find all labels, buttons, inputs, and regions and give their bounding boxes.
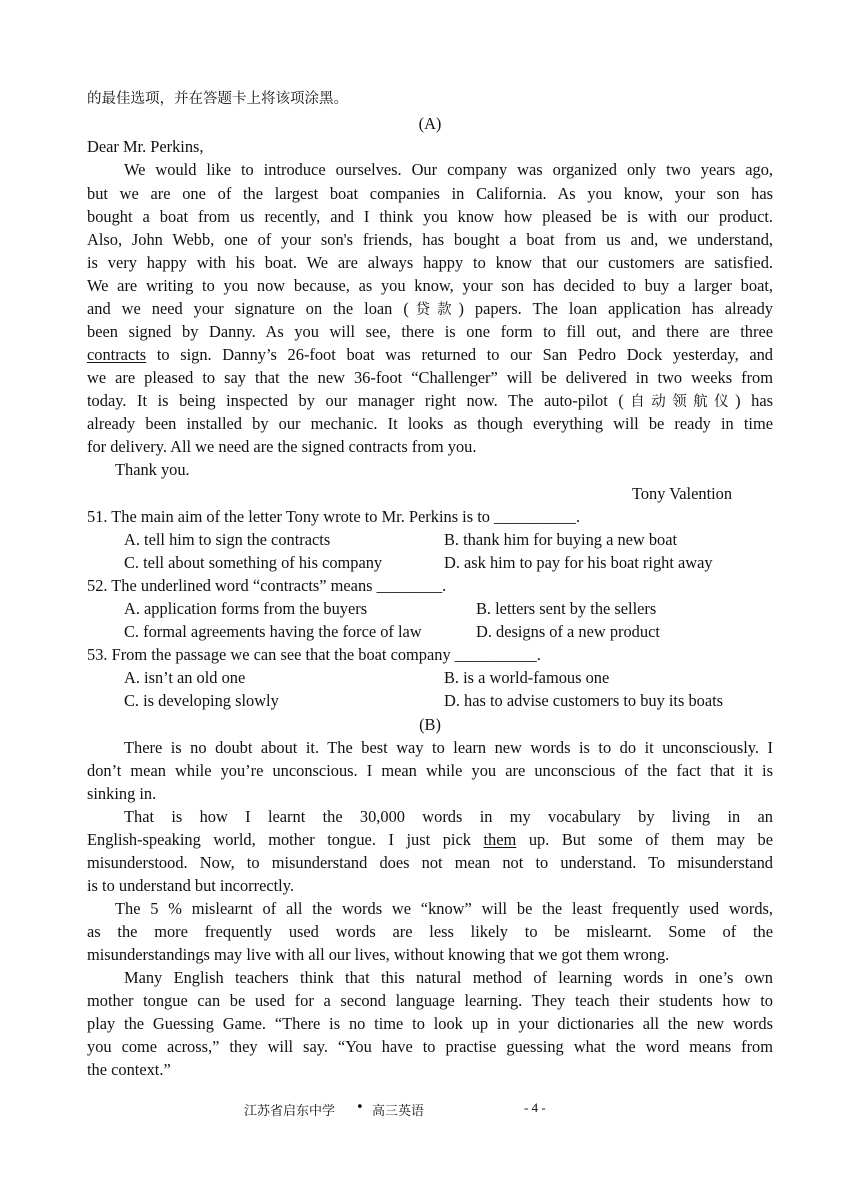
letter-signature: Tony Valention [632, 484, 733, 503]
letter-line: already been installed by our mechanic. It looks as though everything will be ready in time [87, 414, 773, 433]
letter-line: We are writing to you now because, as you know, your son has decided to buy a larger boat, [87, 276, 773, 295]
letter-line: is very happy with his boat. We are always happy to know that our customers are satisfied. [87, 253, 773, 272]
footer-school: 江苏省启东中学 [244, 1104, 336, 1119]
passage-text: English-speaking world, mother tongue. I just pick [87, 830, 484, 849]
option-c[interactable]: C. is developing slowly [124, 691, 279, 710]
letter-line [87, 389, 773, 412]
letter-text: and we need your signature on the loan ( [87, 299, 409, 318]
option-b[interactable]: B. is a world-famous one [444, 668, 610, 687]
letter-line: but we are one of the largest boat companies in California. As you know, your son has [87, 184, 773, 203]
letter-closing: Thank you. [115, 460, 190, 479]
passage-line: mother tongue can be used for a second language learning. They teach their students how to [87, 991, 773, 1010]
option-d[interactable]: D. has to advise customers to buy its boats [444, 691, 724, 710]
footer-separator: • [356, 1100, 364, 1115]
passage-line: you come across,” they will say. “You have to practise guessing what the word means from [87, 1037, 773, 1056]
passage-line: don’t mean while you’re unconscious. I mean while you are unconscious of the fact that it is [87, 761, 773, 780]
option-b[interactable]: B. letters sent by the sellers [476, 599, 657, 618]
letter-line: We would like to introduce ourselves. Our company was organized only two years ago, [124, 160, 773, 179]
passage-line [87, 828, 773, 851]
option-a[interactable]: A. application forms from the buyers [124, 599, 368, 618]
passage-text: up. But some of them may be [516, 830, 773, 849]
question-stem: 51. The main aim of the letter Tony wrote to Mr. Perkins is to __________. [87, 507, 581, 526]
passage-line: Many English teachers think that this natural method of learning words in one’s own [124, 968, 773, 987]
option-c[interactable]: C. formal agreements having the force of law [124, 622, 422, 641]
option-c[interactable]: C. tell about something of his company [124, 553, 383, 572]
letter-text: ) papers. The loan application has already [458, 299, 773, 318]
letter-text: ) has [735, 391, 774, 410]
letter-line: bought a boat from us recently, and I think you know how pleased be is with our product. [87, 207, 773, 226]
letter-text: today. It is being inspected by our manager right now. The auto-pilot ( [87, 391, 624, 410]
passage-line: sinking in. [87, 784, 157, 803]
option-d[interactable]: D. ask him to pay for his boat right away [444, 553, 713, 572]
passage-line: play the Guessing Game. “There is no time to look up in your dictionaries all the new words [87, 1014, 773, 1033]
letter-text-cjk: 贷款 [408, 302, 459, 318]
option-a[interactable]: A. isn’t an old one [124, 668, 246, 687]
passage-line: as the more frequently used words are less likely to be mislearnt. Some of the [87, 922, 773, 941]
section-a-heading: (A) [418, 114, 442, 133]
letter-line [87, 343, 773, 366]
question-stem: 53. From the passage we can see that the boat company __________. [87, 645, 541, 664]
option-a[interactable]: A. tell him to sign the contracts [124, 530, 331, 549]
letter-line: been signed by Danny. As you will see, there is one form to fill out, and there are three [87, 322, 773, 341]
footer-subject: 高三英语 [372, 1104, 425, 1119]
passage-line: There is no doubt about it. The best way to learn new words is to do it unconsciously. I [124, 738, 773, 757]
section-b-heading: (B) [419, 715, 441, 734]
passage-line: That is how I learnt the 30,000 words in my vocabulary by living in an [124, 807, 773, 826]
letter-text: to sign. Danny’s 26-foot boat was returned to our San Pedro Dock yesterday, and [146, 345, 773, 364]
letter-line: we are pleased to say that the new 36-foot “Challenger” will be delivered in two weeks from [87, 368, 773, 387]
instruction-line: 的最佳选项，并在答题卡上将该项涂黑。 [87, 91, 348, 107]
letter-line: Also, John Webb, one of your son's friends, has bought a boat from us and, we understand, [87, 230, 773, 249]
option-b[interactable]: B. thank him for buying a new boat [444, 530, 678, 549]
option-d[interactable]: D. designs of a new product [476, 622, 660, 641]
passage-line: the context.” [87, 1060, 171, 1079]
page-number: - 4 - [524, 1100, 546, 1115]
passage-line: misunderstood. Now, to misunderstand does not mean not to understand. To misunderstand [87, 853, 773, 872]
underlined-word-them: them [483, 830, 517, 849]
underlined-word-contracts: contracts [87, 345, 147, 364]
passage-line: misunderstandings may live with all our lives, without knowing that we got them wrong. [87, 945, 670, 964]
letter-text-cjk: 自动领航仪 [623, 394, 736, 410]
passage-line: The 5 % mislearnt of all the words we “know” will be the least frequently used words, [115, 899, 773, 918]
question-stem: 52. The underlined word “contracts” means ________. [87, 576, 447, 595]
letter-line [87, 297, 773, 320]
letter-salutation: Dear Mr. Perkins, [87, 137, 204, 156]
letter-line: for delivery. All we need are the signed contracts from you. [87, 437, 477, 456]
passage-line: is to understand but incorrectly. [87, 876, 294, 895]
